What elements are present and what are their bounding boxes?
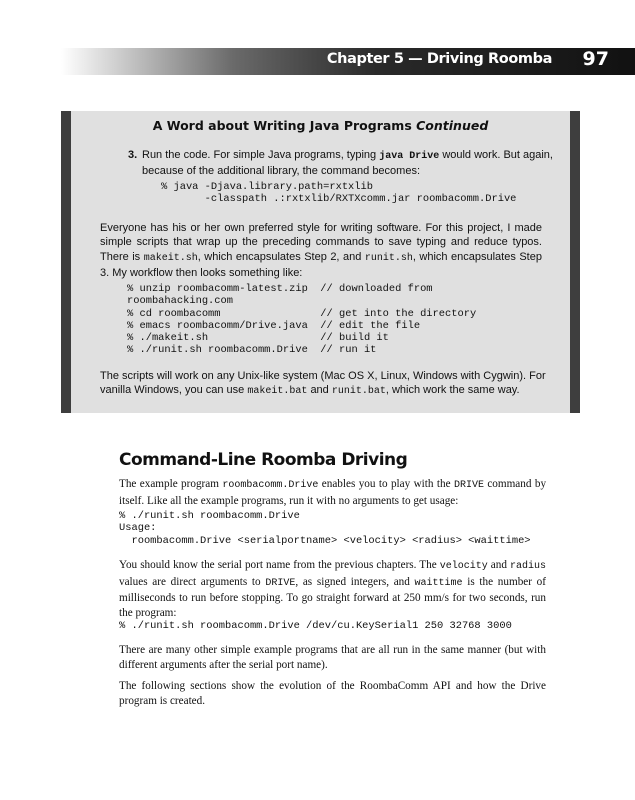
p2-text-a: The scripts will work on any Unix-like system (Mac OS X, Linux, Windows with Cygwin). For vanilla Windows, you can use [100,370,546,397]
sidebar-title [61,118,580,133]
chapter-title: Chapter 5 — Driving Roomba [326,51,552,67]
mp2-text-e: is the number of milliseconds to run before stopping. To go straight forward at 250 mm/s for two seconds, run the program: [119,575,546,619]
chapter-header-bar [61,48,635,75]
p2-code-a: makeit.bat [247,386,308,398]
mp2-code-b: radius [510,561,547,572]
mp2-code-d: waittime [414,577,463,589]
step-text-a: Run the code. For simple Java programs, typing [142,149,377,161]
mp1-text-b: enables you to play with the [321,478,451,490]
mp1-code-b: DRIVE [453,480,484,491]
p2-text-b: and [310,384,329,397]
sidebar-paragraph-2 [100,369,550,400]
page-number: 97 [582,48,609,70]
main-paragraph-2 [119,558,546,620]
workflow-code-block: % unzip roombacomm-latest.zip // downloaded from roombahacking.com % cd roombacomm // get into the directory % emacs roombacomm/Drive.java // edit the file % ./makeit.sh // build it % ./runit.sh roombacomm.Drive // run it [127,283,477,357]
p2-text-c: , which work the same way. [385,384,520,397]
step-item [128,148,568,179]
section-heading: Command-Line Roomba Driving [119,450,408,470]
step-number: 3. [128,149,138,161]
step-text [142,148,568,179]
step-text-b: would work. But again, because of the additional library, the command becomes: [142,149,553,178]
drive-example-code: % ./runit.sh roombacomm.Drive /dev/cu.KeySerial1 250 32768 3000 [119,620,512,632]
mp2-code-a: velocity [439,561,488,572]
p1-text-a: Everyone has his or her own preferred style for writing software. For this project, I made simple scripts that wrap up the preceding commands to save typing and reduce typos. There is [100,222,542,263]
step-code: java Drive [379,151,440,162]
main-paragraph-1 [119,477,546,508]
main-paragraph-4: The following sections show the evolution of the RoombaComm API and how the Drive program is created. [119,680,546,707]
p1-code-b: runit.sh [364,252,413,264]
sidebar-title-main: A Word about Writing Java Programs [152,118,412,133]
mp1-text-c: command by itself. Like all the example programs, run it with no arguments to get usage: [119,478,547,507]
mp2-text-a: You should know the serial port name from the previous chapters. The [119,559,437,571]
sidebar-box [61,111,580,413]
java-command-block: % java -Djava.library.path=rxtxlib -classpath .:rxtxlib/RXTXcomm.jar roombacomm.Drive [161,181,517,206]
sidebar-title-continued: Continued [416,118,489,133]
p1-code-a: makeit.sh [143,252,198,264]
mp2-code-c: DRIVE [265,577,296,589]
mp1-text-a: The example program [119,478,219,490]
sidebar-paragraph-1 [100,221,542,280]
mp1-code-a: roombacomm.Drive [222,480,319,491]
p1-text-b: , which encapsulates Step 2, and [197,250,362,263]
mp2-text-c: values are direct arguments to [119,575,261,588]
p1-text-c: , which encapsulates Step 3. My workflow then looks something like: [100,250,542,279]
p2-code-b: runit.bat [331,386,386,398]
main-paragraph-3: There are many other simple example programs that are all run in the same manner (but with different arguments after the serial port name). [119,644,546,671]
mp2-text-d: , as signed integers, and [295,575,410,588]
usage-code-block: % ./runit.sh roombacomm.Drive Usage: roombacomm.Drive <serialportname> <velocity> <radius> <waittime> [119,510,531,547]
mp2-text-b: and [490,559,507,571]
